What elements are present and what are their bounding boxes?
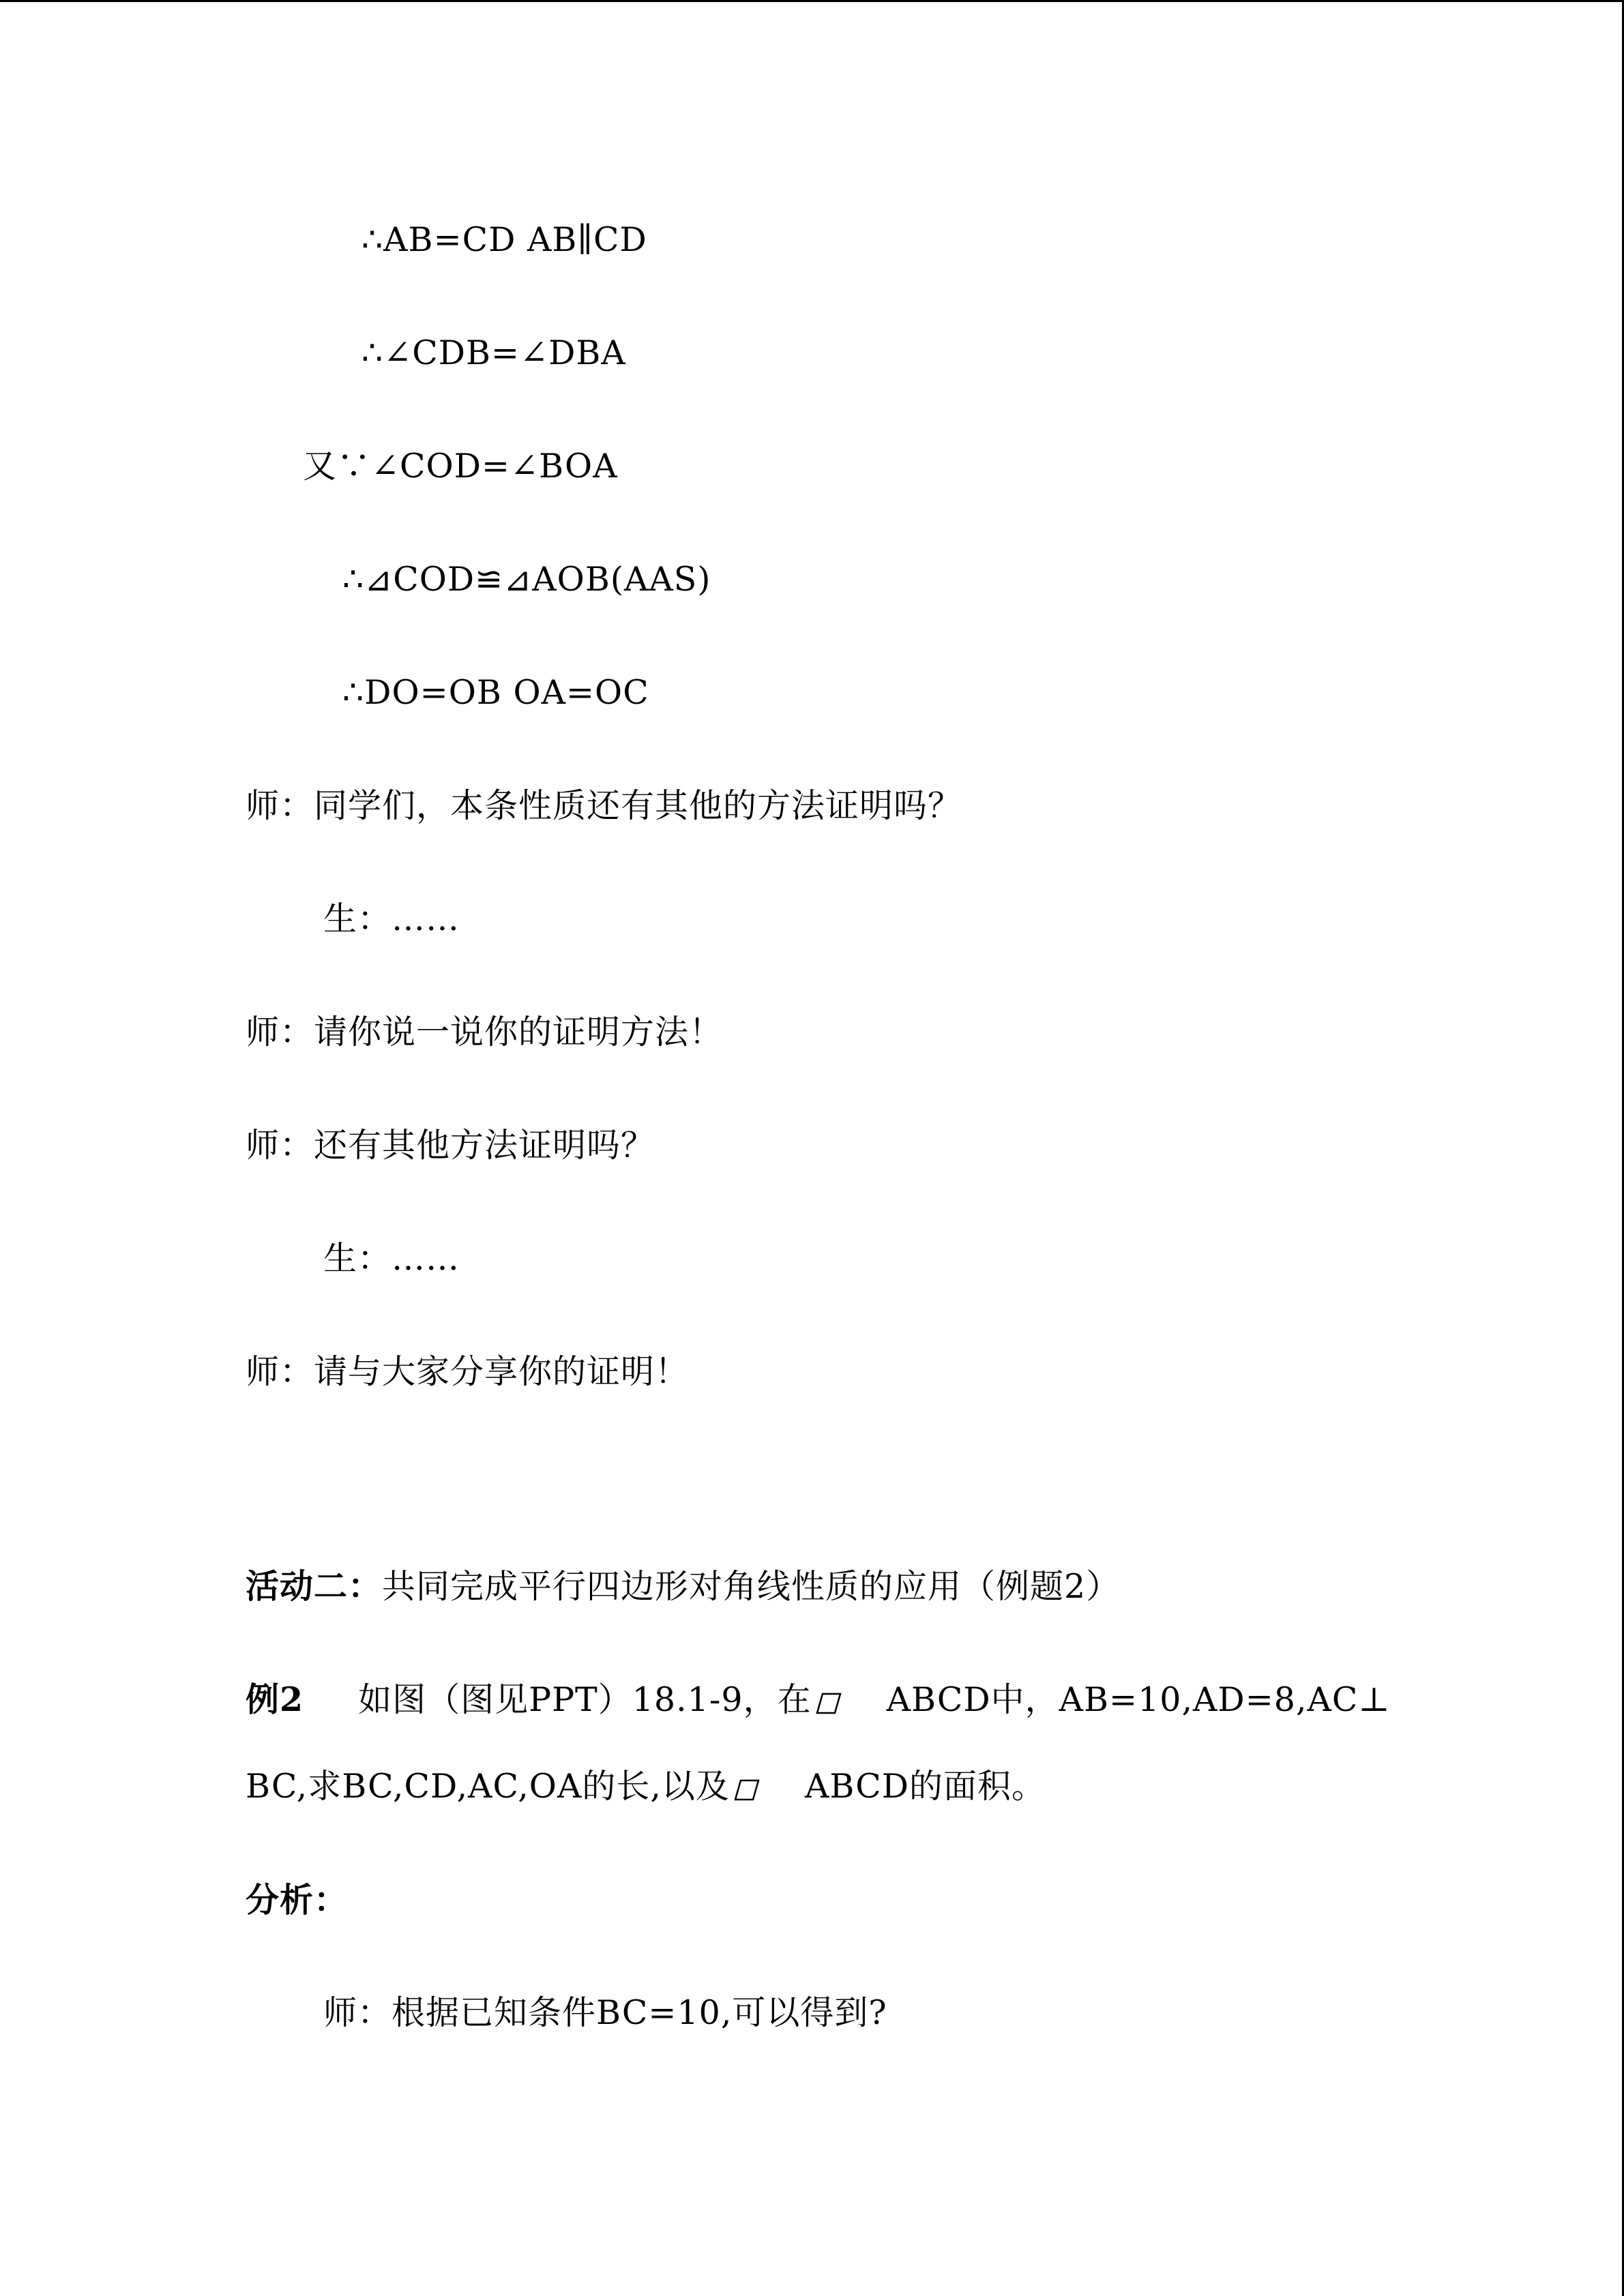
dialogue-teacher-1: 师：同学们，本条性质还有其他的方法证明吗？ [246,786,962,825]
proof-line-5: ∴DO=OB OA=OC [342,673,649,712]
analysis-label: 分析： [246,1880,349,1920]
dialogue-teacher-2: 师：请你说一说你的证明方法！ [246,1013,724,1052]
proof-line-2: ∴∠CDB=∠DBA [361,333,626,372]
example-line-1 [246,1679,1390,1720]
dialogue-student-1: 生：…… [323,899,460,938]
example-text-1a: 如图（图见PPT）18.1-9，在 [358,1680,812,1719]
example-text-2b: ABCD的面积。 [804,1767,1046,1806]
activity-text: 共同完成平行四边形对角线性质的应用（例题2） [382,1567,1121,1606]
proof-line-1: ∴AB=CD AB∥CD [361,220,647,259]
activity-heading [246,1566,1120,1607]
dialogue-student-2: 生：…… [323,1239,460,1278]
parallelogram-icon [816,1692,842,1715]
proof-line-4: ∴⊿COD≌⊿AOB(AAS) [342,560,711,599]
dialogue-teacher-3: 师：还有其他方法证明吗？ [246,1126,655,1165]
parallelogram-icon [734,1778,760,1802]
example-label: 例2 [246,1680,304,1719]
activity-label: 活动二： [246,1566,383,1606]
example-text-1b: ABCD中，AB=10,AD=8,AC⊥ [886,1680,1391,1719]
dialogue-teacher-4: 师：请与大家分享你的证明！ [246,1352,690,1391]
proof-line-3: 又∵∠COD=∠BOA [303,447,618,486]
analysis-teacher-line: 师：根据已知条件BC=10,可以得到? [323,1993,887,2032]
example-text-2a: BC,求BC,CD,AC,OA的长,以及 [246,1767,730,1806]
example-line-2 [246,1766,1046,1807]
